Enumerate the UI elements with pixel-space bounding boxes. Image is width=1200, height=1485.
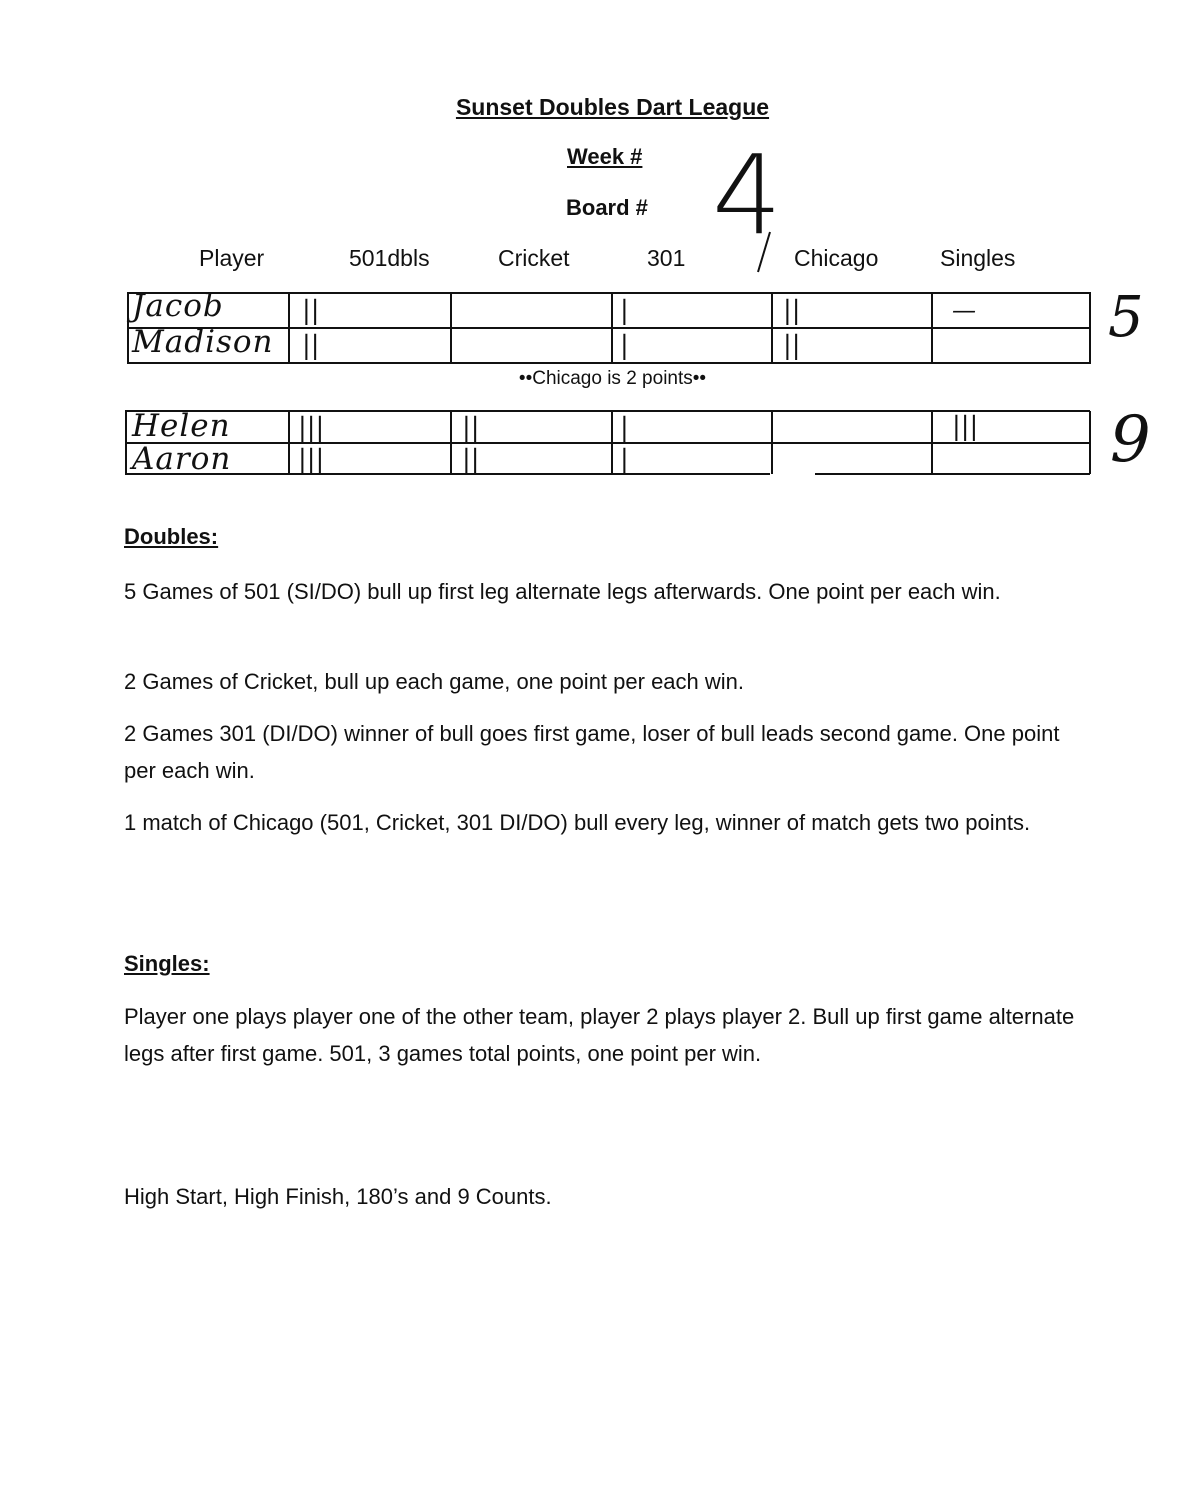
- team2-p2-501: |||: [298, 445, 325, 475]
- team1-player2-name: Madison: [132, 324, 274, 360]
- team2-p1-301: |: [620, 413, 629, 443]
- team2-player2-name: Aaron: [132, 441, 232, 477]
- team1-player1-name: Jacob: [132, 288, 224, 324]
- team1-p2-301: |: [620, 331, 629, 361]
- doubles-rule-cricket: 2 Games of Cricket, bull up each game, one point per each win.: [124, 669, 745, 694]
- col-header-cricket: Cricket: [498, 245, 570, 271]
- team1-p1-301: |: [620, 296, 629, 326]
- team2-p1-singles: |||: [952, 412, 979, 442]
- team1-p2-501: ||: [302, 331, 320, 361]
- doubles-rule-chicago: 1 match of Chicago (501, Cricket, 301 DI/DO) bull every leg, winner of match gets two points.: [124, 810, 1031, 835]
- doubles-heading: Doubles:: [124, 524, 219, 549]
- team1-p1-chicago: ||: [783, 296, 801, 326]
- team2-p2-cricket: ||: [462, 445, 480, 475]
- team2-p1-cricket: ||: [462, 413, 480, 443]
- team1-total: 5: [1108, 285, 1144, 350]
- team2-p1-501: |||: [298, 413, 325, 443]
- doubles-rule-301: 2 Games 301 (DI/DO) winner of bull goes first game, loser of bull leads second game. One point per each win.: [124, 721, 1060, 783]
- col-header-501dbls: 501dbls: [349, 245, 430, 271]
- col-header-301: 301: [647, 245, 686, 271]
- team1-p1-singles: —: [952, 296, 976, 324]
- team1-p1-501: ||: [302, 296, 320, 326]
- value-stroke: [758, 232, 770, 272]
- footer-note: High Start, High Finish, 180’s and 9 Counts.: [124, 1184, 552, 1209]
- team2-p2-301: |: [620, 445, 629, 475]
- board-label: Board #: [566, 195, 648, 220]
- col-header-chicago: Chicago: [794, 245, 879, 271]
- singles-rule: Player one plays player one of the other team, player 2 plays player 2. Bull up first game alternate legs after first game. 501, 3 games total points, one point per win.: [124, 1004, 1075, 1066]
- team2-total: 9: [1110, 403, 1151, 477]
- chicago-note: ••Chicago is 2 points••: [518, 368, 707, 389]
- team1-p2-chicago: ||: [783, 331, 801, 361]
- team2-player1-name: Helen: [132, 408, 231, 444]
- week-label: Week #: [567, 144, 643, 169]
- league-title: Sunset Doubles Dart League: [455, 94, 770, 120]
- week-board-value: 4: [712, 131, 782, 259]
- singles-heading: Singles:: [124, 951, 210, 976]
- col-header-player: Player: [199, 245, 265, 271]
- doubles-rule-501: 5 Games of 501 (SI/DO) bull up first leg alternate legs afterwards. One point per each win.: [124, 579, 1001, 604]
- col-header-singles: Singles: [940, 245, 1016, 271]
